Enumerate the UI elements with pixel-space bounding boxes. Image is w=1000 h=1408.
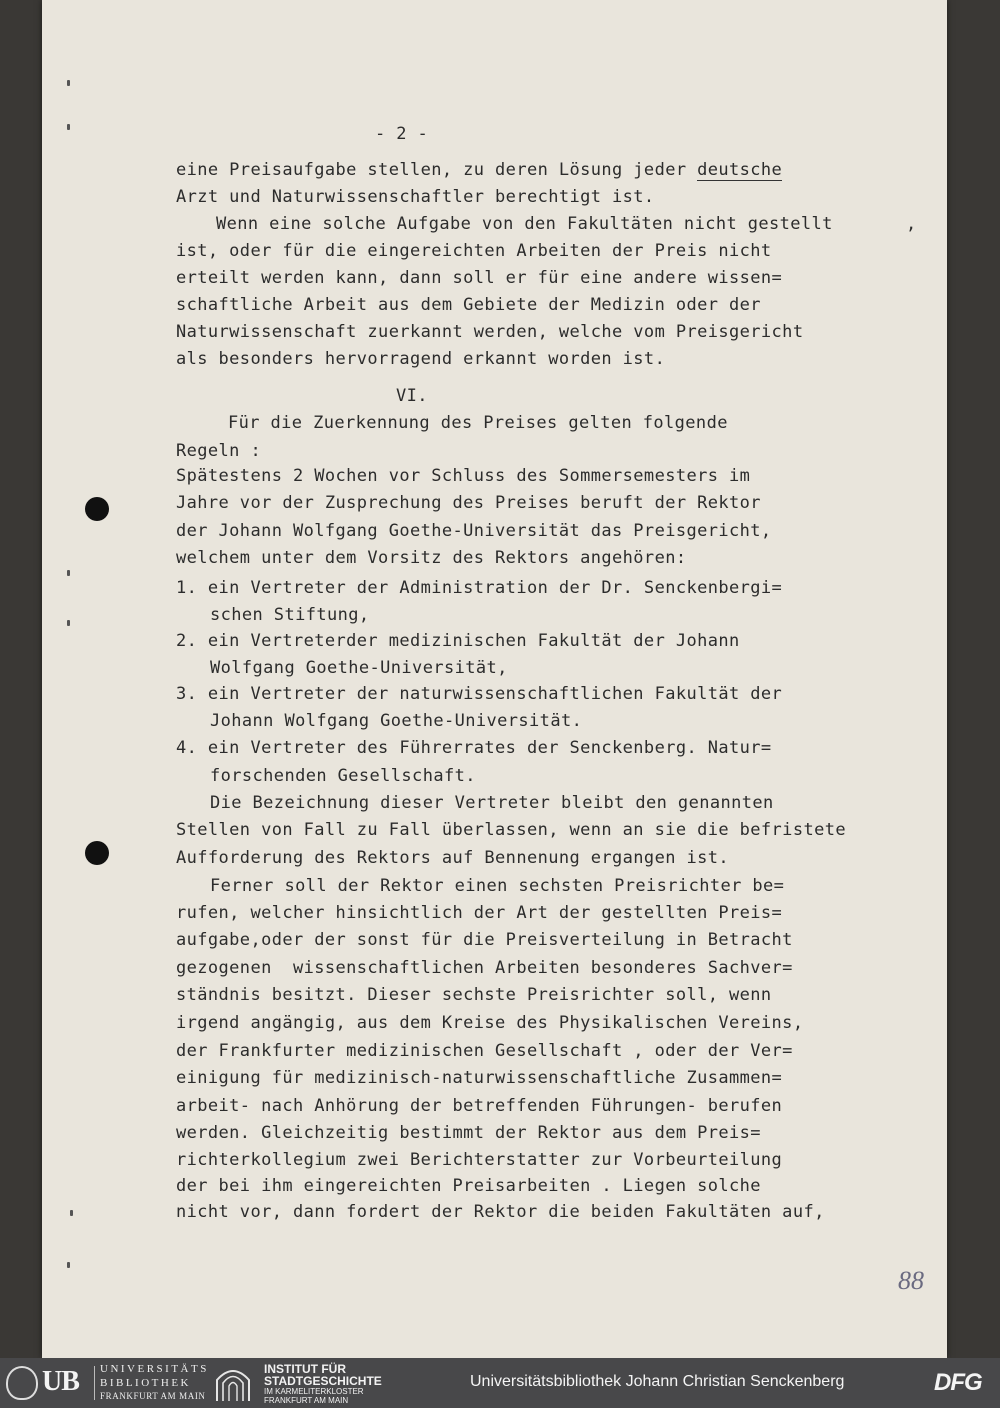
margin-speck bbox=[67, 620, 70, 626]
punch-hole-bottom bbox=[85, 841, 109, 865]
institute-line-2: STADTGESCHICHTE bbox=[264, 1374, 382, 1388]
list-item-3-cont: Johann Wolfgang Goethe-Universität. bbox=[210, 711, 583, 731]
ub-logo-line-2: BIBLIOTHEK bbox=[100, 1377, 191, 1389]
margin-speck bbox=[67, 80, 70, 86]
dfg-logo: DFG bbox=[934, 1369, 982, 1396]
text-line-14: der Johann Wolfgang Goethe-Universität das Preisgericht, bbox=[176, 521, 772, 541]
page-number: - 2 - bbox=[375, 124, 429, 144]
institute-line-4: FRANKFURT AM MAIN bbox=[264, 1396, 349, 1405]
text-line-35: arbeit- nach Anhörung der betreffenden Führungen- berufen bbox=[176, 1096, 783, 1116]
text-line-27: Ferner soll der Rektor einen sechsten Preisrichter be= bbox=[210, 876, 785, 896]
list-item-1-cont: schen Stiftung, bbox=[210, 605, 370, 625]
text-line-10: Für die Zuerkennung des Preises gelten folgende bbox=[228, 413, 728, 433]
list-item-3: 3. ein Vertreter der naturwissenschaftlichen Fakultät der bbox=[176, 684, 783, 704]
text-line-33: der Frankfurter medizinischen Gesellschaft , oder der Ver= bbox=[176, 1041, 793, 1061]
text-line-8: als besonders hervorragend erkannt worden ist. bbox=[176, 349, 666, 369]
text-line-39: nicht vor, dann fordert der Rektor die beiden Fakultäten auf, bbox=[176, 1202, 825, 1222]
text-line-1 bbox=[176, 160, 782, 180]
text-line-34: einigung für medizinisch-naturwissenschaftliche Zusammen= bbox=[176, 1068, 783, 1088]
text-line-38: der bei ihm eingereichten Preisarbeiten . Liegen solche bbox=[176, 1176, 761, 1196]
margin-speck bbox=[70, 1210, 73, 1216]
text-line-7: Naturwissenschaft zuerkannt werden, welche vom Preisgericht bbox=[176, 322, 804, 342]
institute-line-1: INSTITUT FÜR bbox=[264, 1362, 346, 1376]
footer-banner bbox=[0, 1358, 1000, 1408]
list-item-4-cont: forschenden Gesellschaft. bbox=[210, 766, 476, 786]
text-line-13: Jahre vor der Zusprechung des Preises beruft der Rektor bbox=[176, 493, 761, 513]
text-line-1-text: eine Preisaufgabe stellen, zu deren Lösung jeder bbox=[176, 160, 698, 180]
text-line-5: erteilt werden kann, dann soll er für eine andere wissen= bbox=[176, 268, 783, 288]
text-line-12: Spätestens 2 Wochen vor Schluss des Sommersemesters im bbox=[176, 466, 751, 486]
text-line-31: ständnis besitzt. Dieser sechste Preisrichter soll, wenn bbox=[176, 985, 772, 1005]
list-item-2: 2. ein Vertreterder medizinischen Fakultät der Johann bbox=[176, 631, 740, 651]
ub-logo-divider bbox=[94, 1366, 95, 1400]
ub-seal-icon bbox=[6, 1366, 38, 1400]
text-line-32: irgend angängig, aus dem Kreise des Physikalischen Vereins, bbox=[176, 1013, 804, 1033]
margin-mark: , bbox=[906, 214, 917, 234]
text-line-4: ist, oder für die eingereichten Arbeiten der Preis nicht bbox=[176, 241, 772, 261]
list-item-1: 1. ein Vertreter der Administration der Dr. Senckenbergi= bbox=[176, 578, 783, 598]
underlined-word: deutsche bbox=[697, 160, 783, 180]
text-line-6: schaftliche Arbeit aus dem Gebiete der Medizin oder der bbox=[176, 295, 761, 315]
text-line-37: richterkollegium zwei Berichterstatter zur Vorbeurteilung bbox=[176, 1150, 783, 1170]
ub-logo-letters: UB bbox=[42, 1366, 79, 1397]
list-item-4: 4. ein Vertreter des Führerrates der Senckenberg. Natur= bbox=[176, 738, 772, 758]
ub-logo-line-3: FRANKFURT AM MAIN bbox=[100, 1391, 206, 1401]
margin-speck bbox=[67, 124, 70, 130]
text-line-30: gezogenen wissenschaftlichen Arbeiten besonderes Sachver= bbox=[176, 958, 793, 978]
text-line-15: welchem unter dem Vorsitz des Rektors angehören: bbox=[176, 548, 687, 568]
margin-speck bbox=[67, 570, 70, 576]
ub-logo-line-1: UNIVERSITÄTS bbox=[100, 1363, 209, 1375]
section-heading: VI. bbox=[396, 386, 428, 406]
institute-line-3: IM KARMELITERKLOSTER bbox=[264, 1387, 364, 1396]
text-line-29: aufgabe,oder der sonst für die Preisverteilung in Betracht bbox=[176, 930, 793, 950]
text-line-3: Wenn eine solche Aufgabe von den Fakultäten nicht gestellt bbox=[216, 214, 833, 234]
institute-arch-icon bbox=[214, 1366, 252, 1402]
text-line-28: rufen, welcher hinsichtlich der Art der gestellten Preis= bbox=[176, 903, 783, 923]
text-line-26: Aufforderung des Rektors auf Bennenung ergangen ist. bbox=[176, 848, 730, 868]
text-line-24: Die Bezeichnung dieser Vertreter bleibt den genannten bbox=[210, 793, 774, 813]
punch-hole-top bbox=[85, 497, 109, 521]
library-title: Universitätsbibliothek Johann Christian Senckenberg bbox=[470, 1373, 845, 1390]
text-line-11: Regeln : bbox=[176, 441, 262, 461]
text-line-36: werden. Gleichzeitig bestimmt der Rektor aus dem Preis= bbox=[176, 1123, 761, 1143]
text-line-25: Stellen von Fall zu Fall überlassen, wenn an sie die befristete bbox=[176, 820, 846, 840]
archive-page-number: 88 bbox=[898, 1266, 924, 1295]
margin-speck bbox=[67, 1262, 70, 1268]
list-item-2-cont: Wolfgang Goethe-Universität, bbox=[210, 658, 508, 678]
text-line-2: Arzt und Naturwissenschaftler berechtigt ist. bbox=[176, 187, 655, 207]
